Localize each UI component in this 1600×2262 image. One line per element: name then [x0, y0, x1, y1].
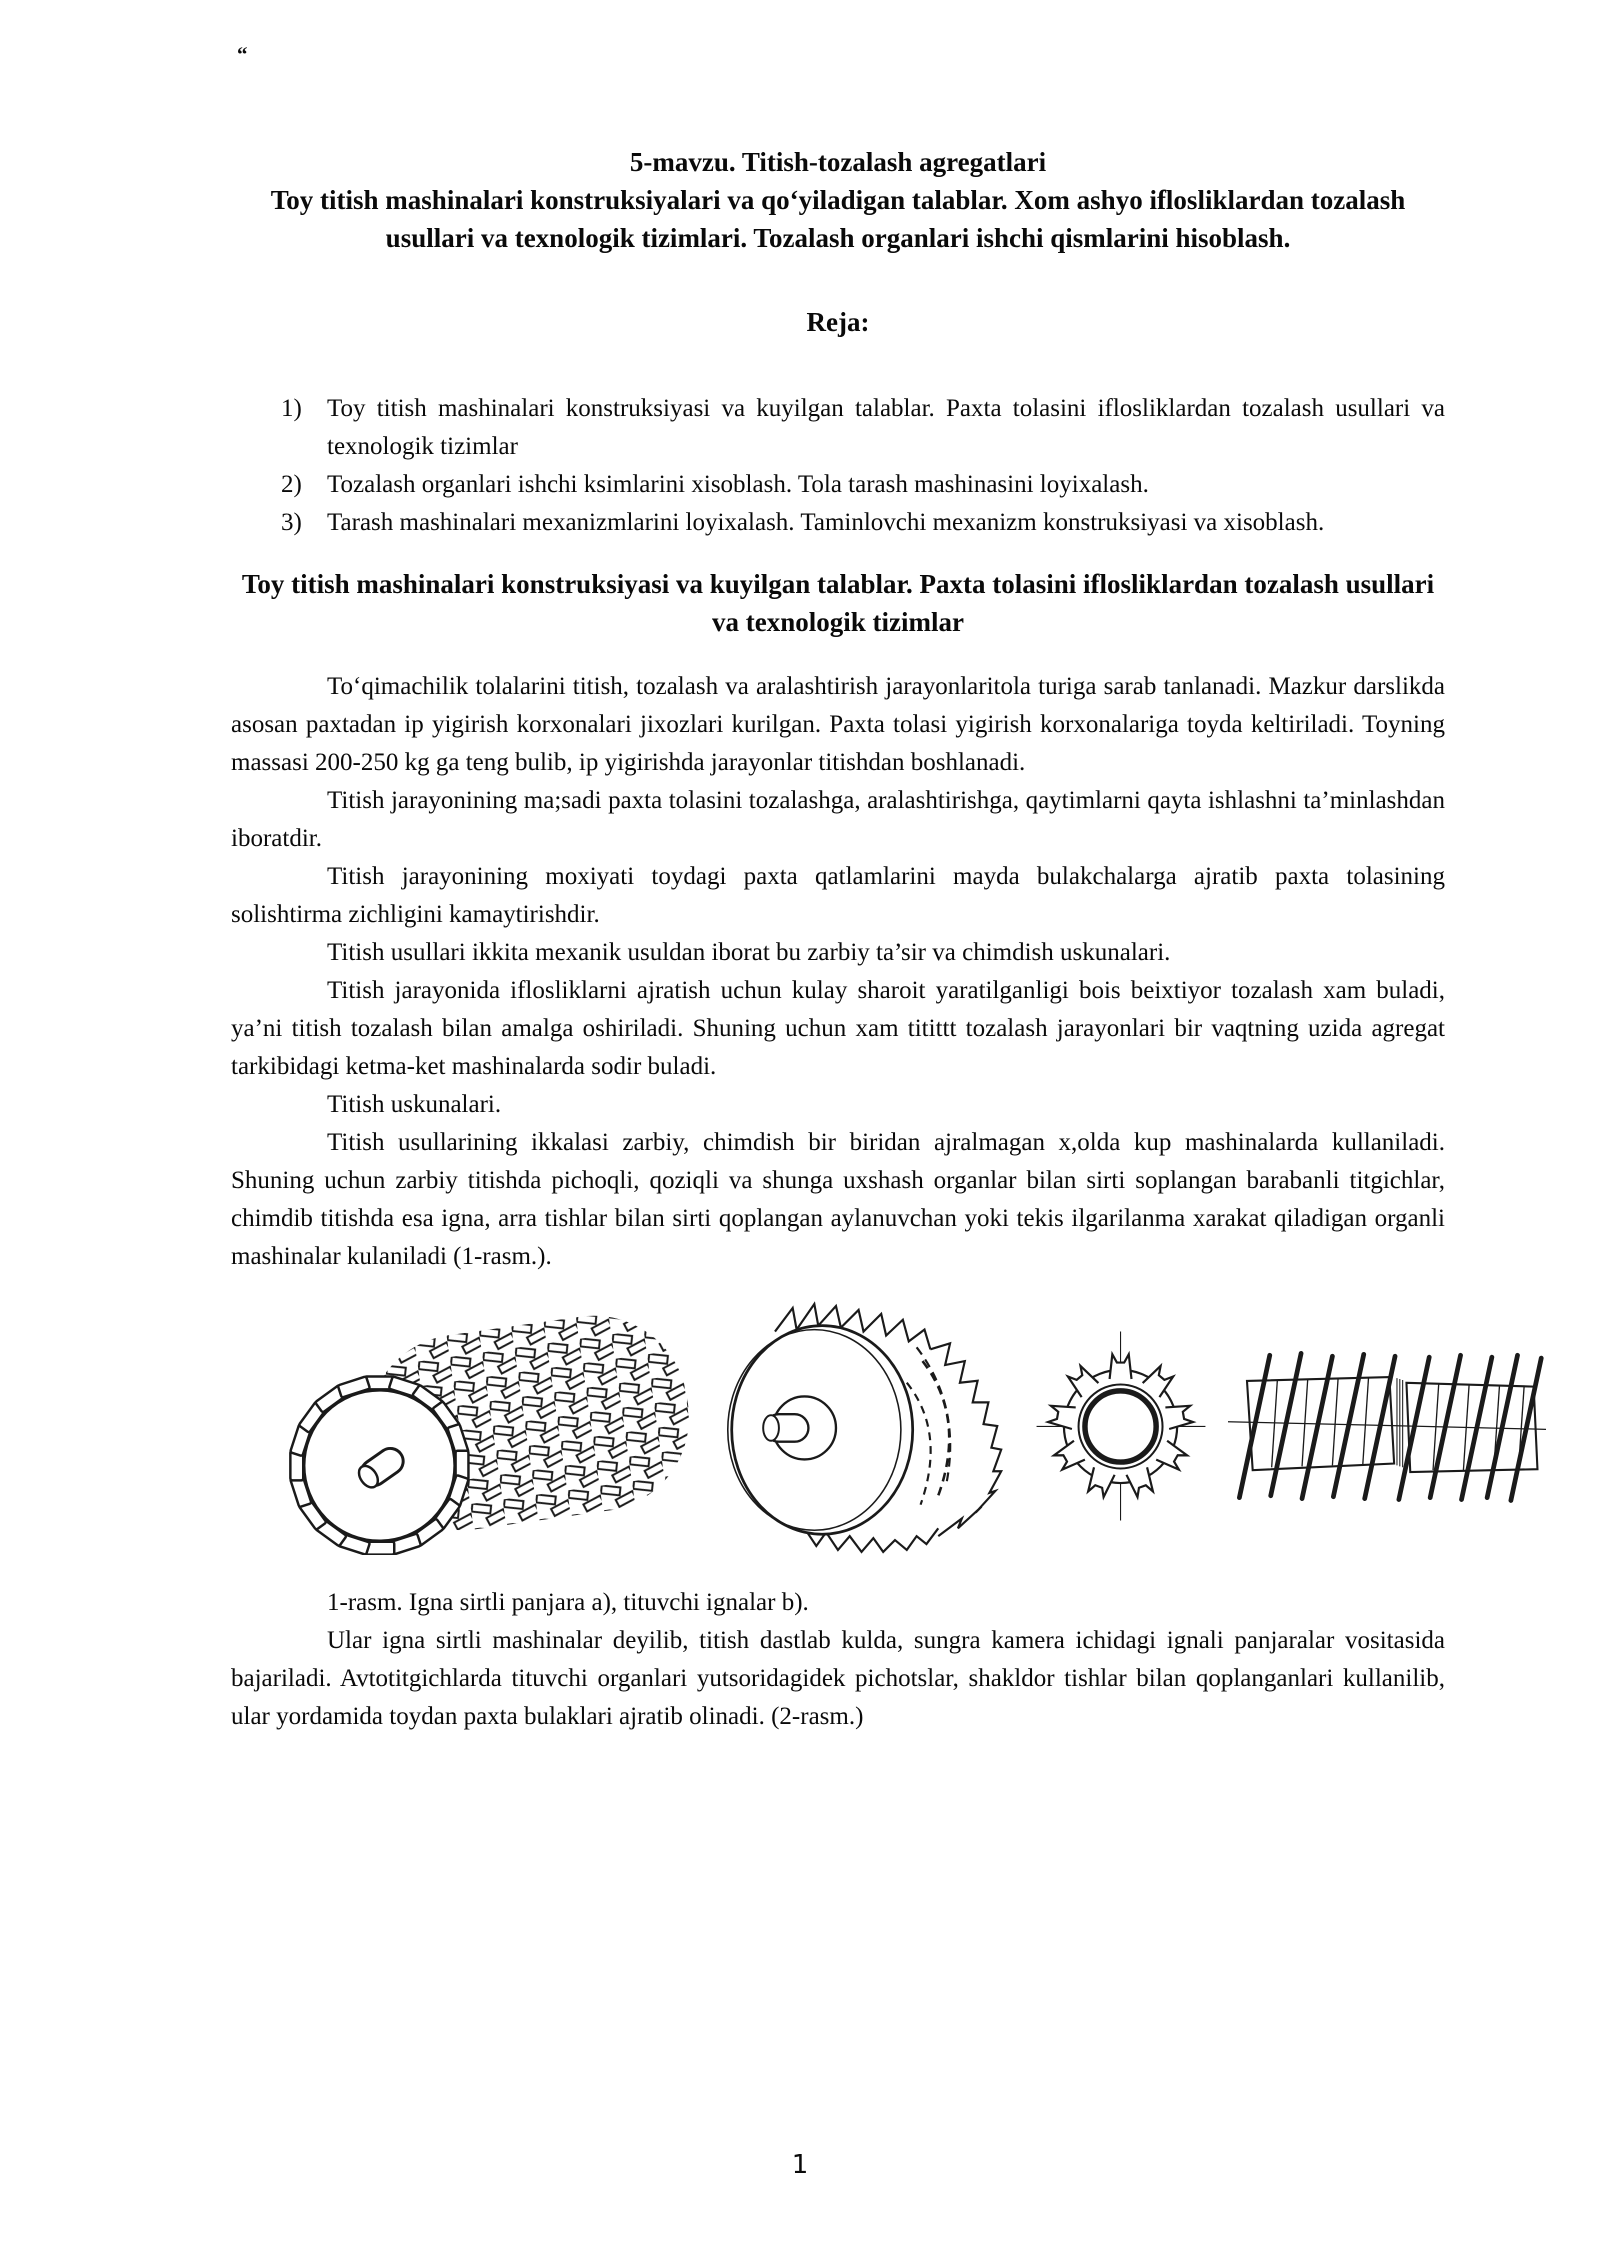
- paragraph-6: Titish uskunalari.: [327, 1091, 502, 1118]
- stray-quote-mark: “: [237, 42, 249, 66]
- closing-paragraph: Ular igna sirtli mashinalar deyilib, titish dastlab kulda, sungra kamera ichidagi ignali panjaralar vositasida bajariladi. Avtotitgichlarda tituvchi organlari yutsoridagidek pichotslar, shakldor tishlar bilan qoplanganlari kullanilib, ular yordamida toydan paxta bulaklari ajratib olinadi. (2-rasm.): [231, 1627, 1445, 1730]
- plan-list: [231, 390, 1445, 542]
- paragraph-3: Titish jarayonining moxiyati toydagi paxta qatlamlarini mayda bulakchalarga ajratib paxta tolasining solishtirma zichligini kamaytirishdir.: [231, 863, 1445, 928]
- section-heading: Toy titish mashinalari konstruksiyasi va kuyilgan talablar. Paxta tolasini iflosliklardan tozalash usullari va texnologik tizimlar: [241, 569, 1435, 637]
- figure-1-drawings: [231, 1292, 1546, 1560]
- plan-item-3-text: Tarash mashinalari mexanizmlarini loyixalash. Taminlovchi mexanizm konstruksiyasi va xisoblash.: [327, 509, 1325, 536]
- plan-item-1: [231, 390, 1445, 466]
- plan-item-2-text: Tozalash organlari ishchi ksimlarini xisoblash. Tola tarash mashinasini loyixalash.: [327, 471, 1149, 498]
- plan-item-3-number: 3): [281, 509, 302, 536]
- sprocket-wheel-icon: [1032, 1326, 1210, 1526]
- plan-item-1-text: Toy titish mashinalari konstruksiyasi va kuyilgan talablar. Paxta tolasini iflosliklardan tozalash usullari va texnologik tizimlar: [327, 395, 1445, 460]
- paragraph-1: To‘qimachilik tolalarini titish, tozalash va aralashtirish jarayonlaritola turiga sarab tanlanadi. Mazkur darslikda asosan paxtadan ip yigirish korxonalari jixozlari kurilgan. Paxta tolasi yigirish korxonalariga toyda keltiriladi. Toyning massasi 200-250 kg ga teng bulib, ip yigirishda jarayonlar titishdan boshlanadi.: [231, 673, 1445, 776]
- doc-title-rest: Toy titish mashinalari konstruksiyalari va qo‘yiladigan talablar. Xom ashyo iflosliklardan tozalash usullari va texnologik tizimlari. Tozalash organlari ishchi qismlarini hisoblash.: [270, 185, 1406, 253]
- plan-item-2: [231, 466, 1445, 504]
- page-number: 1: [791, 2150, 809, 2180]
- plan-item-3: [231, 504, 1445, 542]
- text-column: [231, 0, 1445, 1736]
- paragraph-5: Titish jarayonida iflosliklarni ajratish uchun kulay sharoit yaratilganligi bois beixtiyor tozalash xam buladi, ya’ni titish tozalash bilan amalga oshiriladi. Shuning uchun xam titittt tozalash jarayonlari bir vaqtning uzida agregat tarkibidagi ketma-ket mashinalarda sodir buladi.: [231, 977, 1445, 1080]
- paragraph-4: Titish usullari ikkita mexanik usuldan iborat bu zarbiy ta’sir va chimdish uskunalari.: [327, 939, 1171, 966]
- saw-tooth-drum-icon: [714, 1292, 1014, 1560]
- doc-title-line1: 5-mavzu. Titish-tozalash agregatlari: [629, 147, 1047, 177]
- figure-caption: 1-rasm. Igna sirtli panjara a), tituvchi ignalar b).: [327, 1589, 809, 1616]
- paragraph-2: Titish jarayonining ma;sadi paxta tolasini tozalashga, aralashtirishga, qaytimlarni qayta ishlashni ta’minlashdan iboratdir.: [231, 787, 1445, 852]
- slanted-rod-roller-icon: [1228, 1341, 1546, 1511]
- paragraph-7: Titish usullarining ikkalasi zarbiy, chimdish bir biridan ajralmagan x,olda kup mashinalarda kullaniladi. Shuning uchun zarbiy titishda pichoqli, qoziqli va shunga uxshash organlar bilan sirti soplangan barabanli titgichlar, chimdib titishda esa igna, arra tishlar bilan sirti qoplangan aylanuvchan yoki tekis ilgarilanma xarakat qiladigan organli mashinalar kulaniladi (1-rasm.).: [231, 1129, 1445, 1270]
- plan-item-2-number: 2): [281, 471, 302, 498]
- plan-item-1-number: 1): [281, 395, 302, 422]
- plan-heading: Reja:: [806, 307, 870, 337]
- spiked-lattice-roller-icon: [231, 1297, 696, 1555]
- doc-title: [231, 0, 1445, 257]
